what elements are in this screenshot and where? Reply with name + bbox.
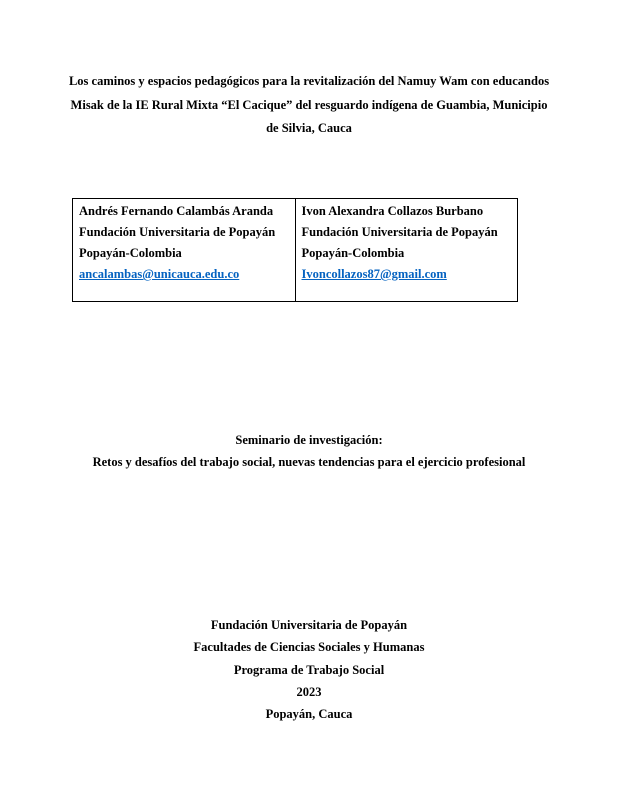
seminar-subtitle: Retos y desafíos del trabajo social, nuevas tendencias para el ejercicio profesional: [92, 455, 526, 469]
author-location: Popayán-Colombia: [301, 246, 405, 260]
author-institution: Fundación Universitaria de Popayán: [301, 225, 498, 239]
author-name: Ivon Alexandra Collazos Burbano: [301, 204, 484, 218]
author-cell-2: [295, 199, 518, 301]
authors-table: [72, 198, 518, 302]
seminar-section: [40, 429, 578, 473]
title-line-1: Los caminos y espacios pedagógicos para la revitalización del Namuy Wam con educandos: [68, 74, 550, 88]
footer-year: 2023: [296, 684, 322, 699]
author-cell-1: [73, 199, 295, 301]
footer-faculty: Facultades de Ciencias Sociales y Humanas: [193, 640, 425, 655]
author-email-link[interactable]: Ivoncollazos87@gmail.com: [301, 267, 447, 281]
footer-program: Programa de Trabajo Social: [233, 662, 385, 677]
institution-footer: [60, 614, 558, 725]
seminar-heading: Seminario de investigación:: [235, 433, 383, 447]
author-name: Andrés Fernando Calambás Aranda: [79, 204, 274, 218]
footer-city: Popayán, Cauca: [265, 707, 353, 722]
title-line-3: de Silvia, Cauca: [266, 121, 352, 135]
title-line-2: Misak de la IE Rural Mixta “El Cacique” del resguardo indígena de Guambia, Municipio: [70, 97, 548, 112]
document-title: [60, 70, 558, 141]
footer-university: Fundación Universitaria de Popayán: [210, 618, 408, 632]
author-institution: Fundación Universitaria de Popayán: [79, 225, 276, 239]
author-email-link[interactable]: ancalambas@unicauca.edu.co: [79, 267, 240, 281]
author-location: Popayán-Colombia: [79, 246, 182, 260]
